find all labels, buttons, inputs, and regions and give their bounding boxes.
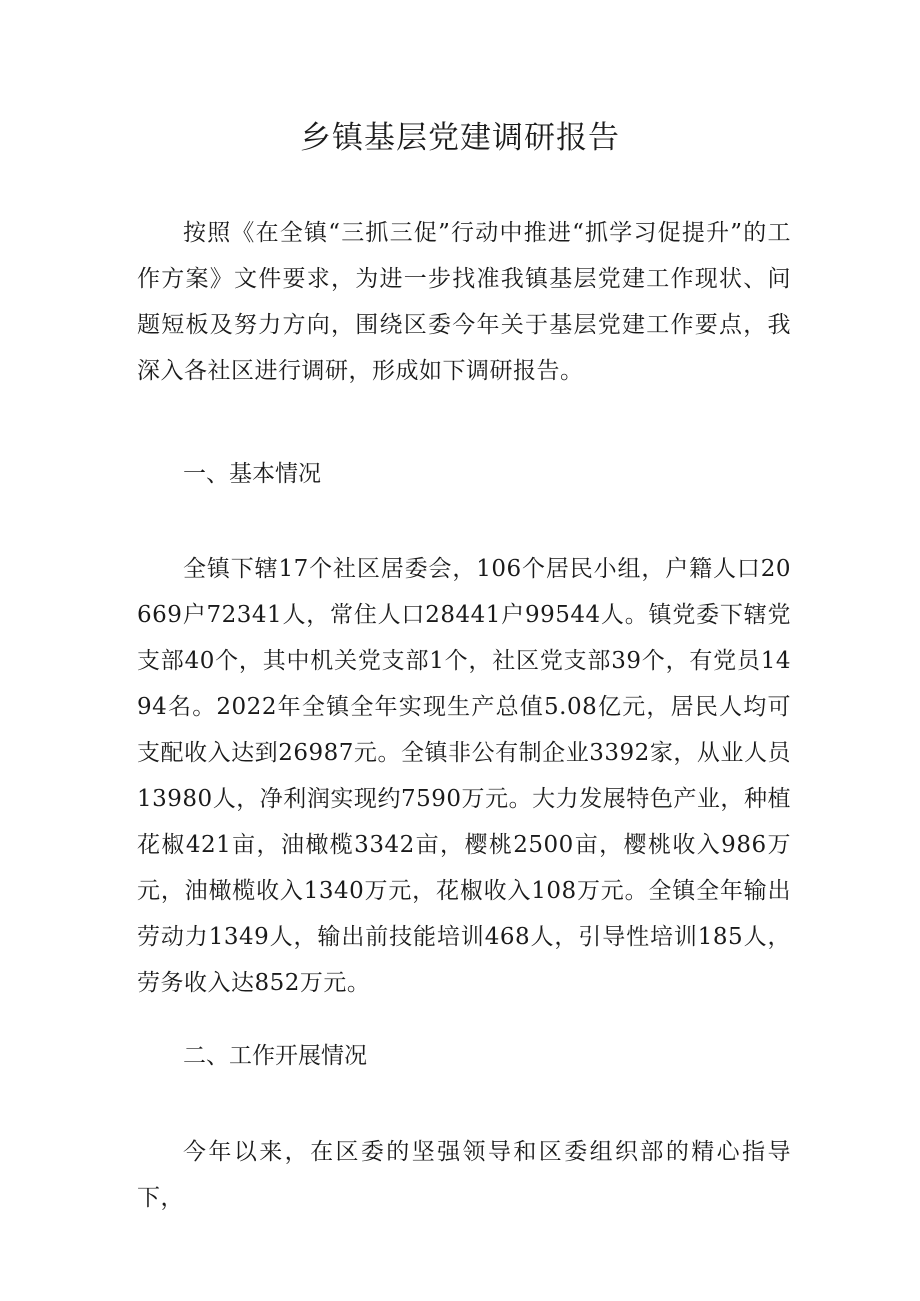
work-progress-paragraph: 今年以来，在区委的坚强领导和区委组织部的精心指导下， — [137, 1139, 791, 1211]
section-heading-basic: 一、基本情况 — [183, 461, 321, 487]
intro-paragraph: 按照《在全镇“三抓三促”行动中推进“抓学习促提升”的工作方案》文件要求，为进一步找准我镇基层党建工作现状、问题短板及努力方向，围绕区委今年关于基层党建工作要点，我深入各社区进行调研，形成如下调研报告。 — [137, 220, 791, 384]
document-title: 乡镇基层党建调研报告 — [300, 120, 620, 156]
section-heading-work: 二、工作开展情况 — [183, 1043, 367, 1069]
basic-situation-paragraph: 全镇下辖17个社区居委会，106个居民小组，户籍人口20669户72341人，常住人口28441户99544人。镇党委下辖党支部40个，其中机关党支部1个，社区党支部39个，有党员1494名。2022年全镇全年实现生产总值5.08亿元，居民人均可支配收入达到26987元。全镇非公有制企业3392家，从业人员13980人，净利润实现约7590万元。大力发展特色产业，种植花椒421亩，油橄榄3342亩，樱桃2500亩，樱桃收入986万元，油橄榄收入1340万元，花椒收入108万元。全镇全年输出劳动力1349人，输出前技能培训468人，引导性培训185人，劳务收入达852万元。 — [137, 556, 791, 996]
